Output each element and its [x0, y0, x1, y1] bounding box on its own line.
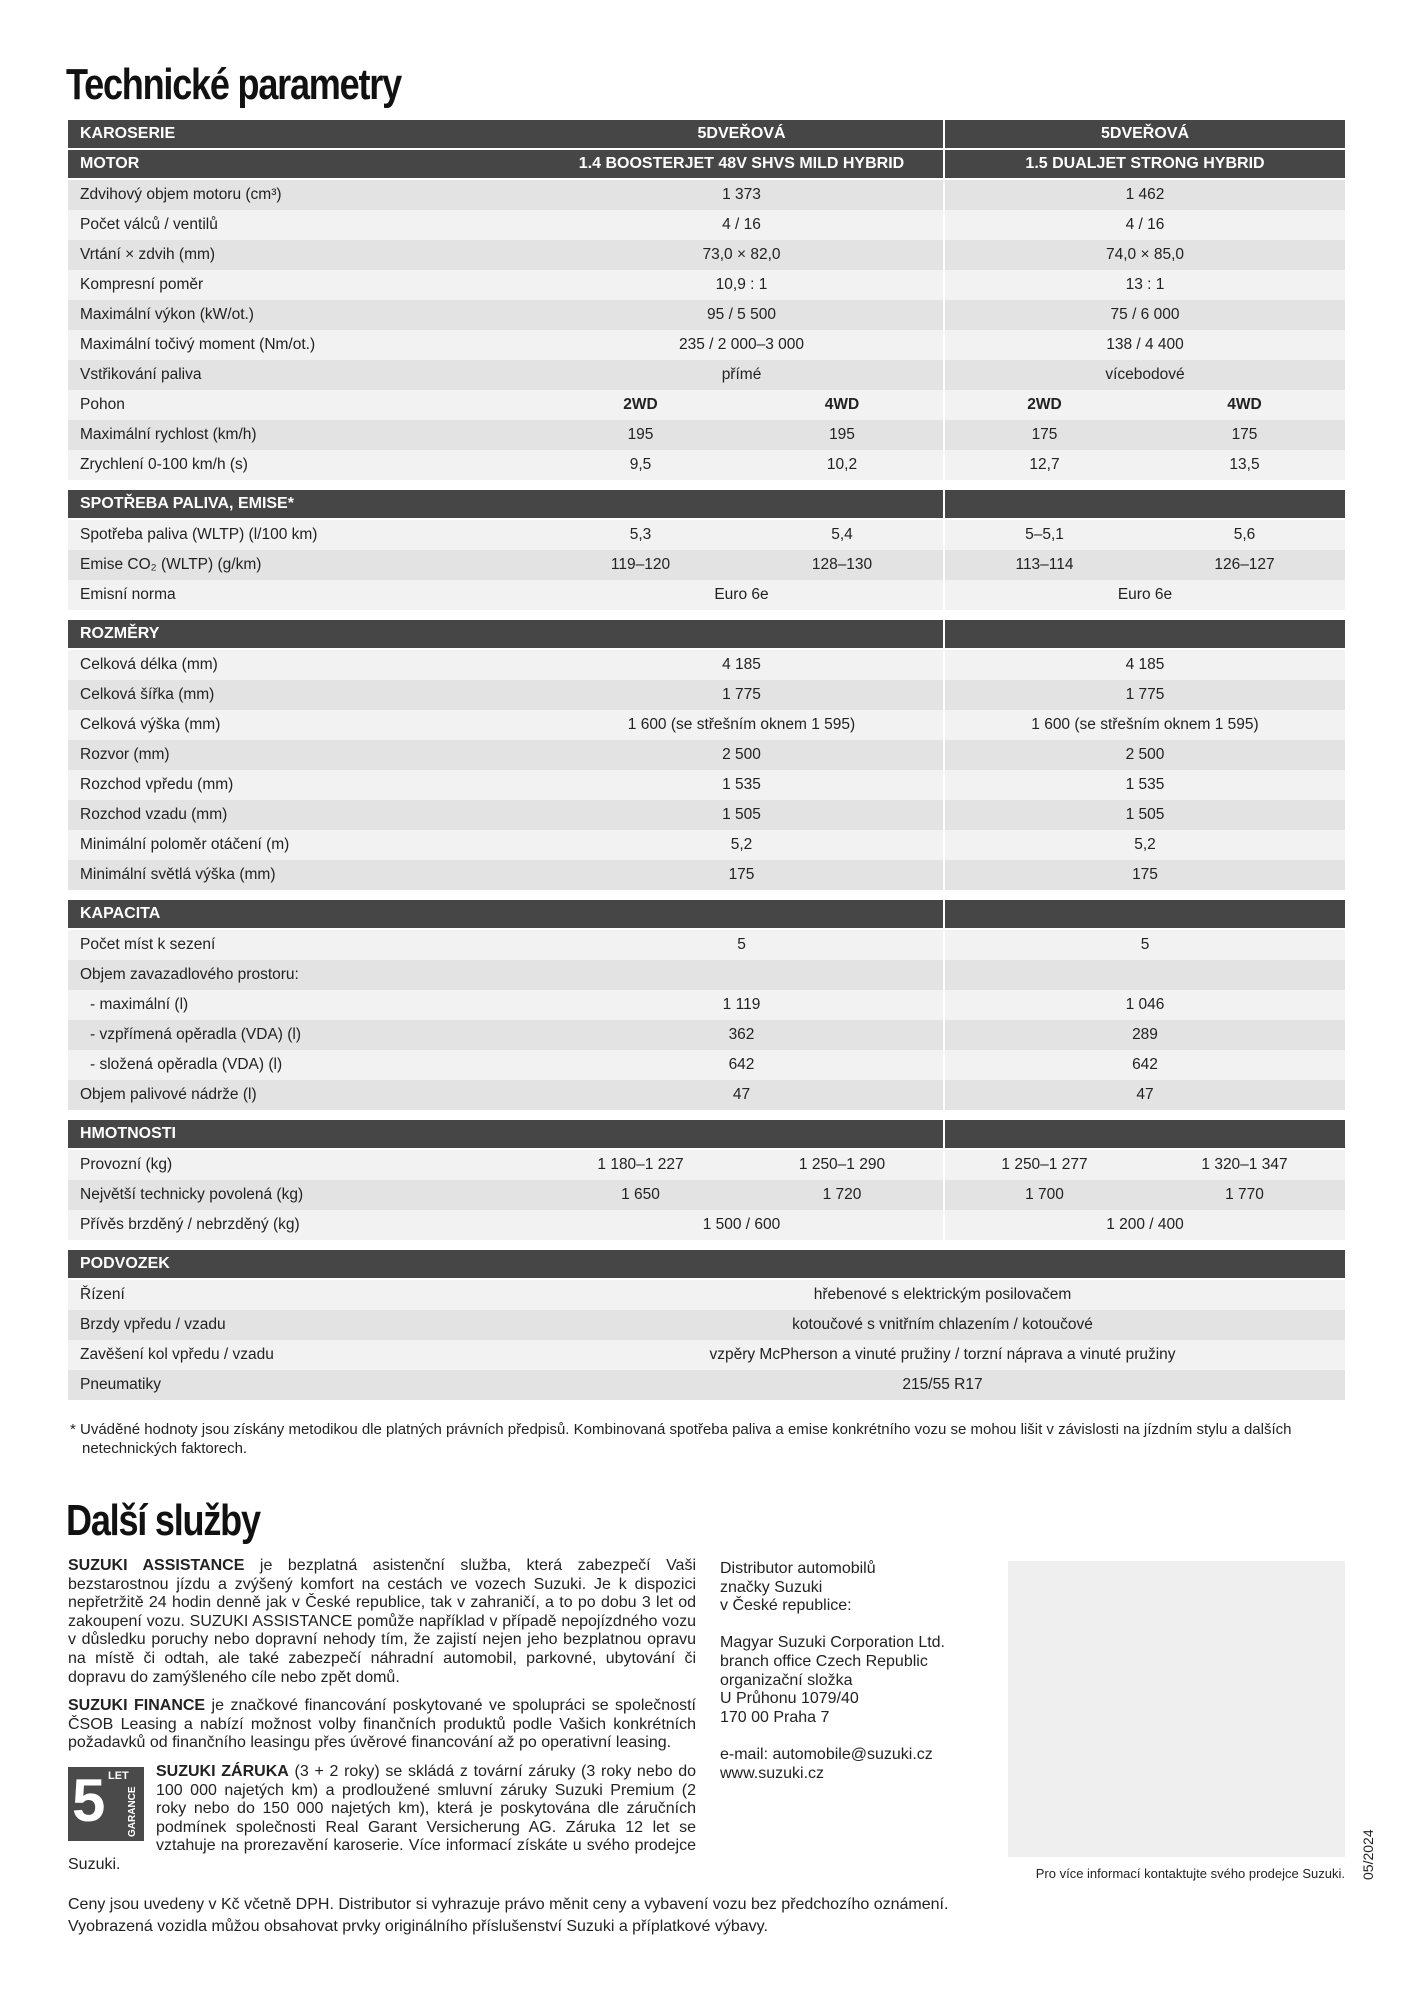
- row-label: Provozní (kg): [80, 1156, 173, 1173]
- table-row: [68, 240, 1345, 270]
- cell-value: 195: [627, 426, 654, 443]
- cell-value: [943, 960, 1345, 990]
- table-row: [68, 930, 1345, 960]
- row-label: Rozchod vpředu (mm): [80, 776, 234, 793]
- row-label: ROZMĚRY: [80, 625, 160, 642]
- finance-heading: SUZUKI FINANCE: [68, 1697, 206, 1715]
- page-title: Technické parametry: [66, 60, 401, 109]
- dealer-stamp-area: [1008, 1561, 1345, 1857]
- cell-value: [540, 960, 943, 990]
- table-row: [68, 1340, 1345, 1370]
- row-label: - maximální (l): [90, 996, 189, 1013]
- cell-value: 5,3: [629, 526, 652, 543]
- distributor-line: [720, 1616, 960, 1635]
- row-label: Brzdy vpředu / vzadu: [80, 1316, 226, 1333]
- services-title: Další služby: [66, 1496, 260, 1545]
- table-row: [68, 1180, 1345, 1210]
- section-header: [68, 1250, 1345, 1280]
- section-chassis: [68, 1250, 1345, 1400]
- section-capacity: [68, 900, 1345, 1110]
- cell-value: 4 / 16: [943, 210, 1345, 240]
- cell-value: 5,2: [730, 836, 753, 853]
- cell-value: [540, 1250, 1345, 1278]
- cell-value: 1 600 (se střešním oknem 1 595): [943, 710, 1345, 740]
- row-label: Největší technicky povolená (kg): [80, 1186, 304, 1203]
- cell-value: 1 600 (se střešním oknem 1 595): [627, 716, 856, 733]
- cell-value: 4WD: [1227, 396, 1262, 413]
- assistance-heading: SUZUKI ASSISTANCE: [68, 1557, 245, 1574]
- cell-value: 2 500: [943, 740, 1345, 770]
- cell-value: 113–114: [943, 550, 1144, 580]
- cell-value: 1 119: [722, 996, 761, 1013]
- cell-value: Euro 6e: [943, 580, 1345, 610]
- cell-value: 1 200 / 400: [943, 1210, 1345, 1240]
- table-row: [68, 860, 1345, 890]
- cell-value: 95 / 5 500: [707, 306, 776, 323]
- table-row: [68, 450, 1345, 480]
- table-row: [68, 710, 1345, 740]
- row-label: Celková výška (mm): [80, 716, 221, 733]
- row-label: Zavěšení kol vpředu / vzadu: [80, 1346, 274, 1363]
- cell-value: [943, 1120, 1345, 1148]
- section-consumption: [68, 490, 1345, 610]
- section-header: [68, 900, 1345, 930]
- distributor-line: značky Suzuki: [720, 1578, 823, 1596]
- section-weights: [68, 1120, 1345, 1240]
- row-label: Minimální světlá výška (mm): [80, 866, 276, 883]
- cell-value: 4WD: [824, 396, 860, 413]
- row-label: Rozchod vzadu (mm): [80, 806, 228, 823]
- table-row: [68, 520, 1345, 550]
- section-header: [68, 150, 1345, 180]
- row-label: Maximální točivý moment (Nm/ot.): [80, 336, 316, 353]
- cell-value: 5DVEŘOVÁ: [697, 125, 786, 142]
- table-row: [68, 360, 1345, 390]
- row-label: Pohon: [80, 396, 125, 413]
- table-row: [68, 1080, 1345, 1110]
- row-label: Minimální poloměr otáčení (m): [80, 836, 290, 853]
- cell-value: 138 / 4 400: [943, 330, 1345, 360]
- cell-value: 175: [943, 860, 1345, 890]
- cell-value: 1 180–1 227: [597, 1156, 684, 1173]
- cell-value: 10,2: [826, 456, 858, 473]
- row-label: Maximální rychlost (km/h): [80, 426, 257, 443]
- cell-value: 12,7: [943, 450, 1144, 480]
- row-label: Řízení: [80, 1286, 125, 1303]
- cell-value: hřebenové s elektrickým posilovačem: [813, 1286, 1072, 1303]
- row-label: Celková délka (mm): [80, 656, 218, 673]
- row-label: Zdvihový objem motoru (cm³): [80, 186, 282, 203]
- cell-value: [943, 620, 1345, 648]
- disclaimer-line: Vyobrazená vozidla můžou obsahovat prvky originálního příslušenství Suzuki a příplatkové výbavy.: [68, 1918, 768, 1935]
- cell-value: 1 505: [943, 800, 1345, 830]
- cell-value: kotoučové s vnitřním chlazením / kotoučové: [792, 1316, 1093, 1333]
- row-label: Vstřikování paliva: [80, 366, 202, 383]
- row-label: Spotřeba paliva (WLTP) (l/100 km): [80, 526, 318, 543]
- table-row: [68, 390, 1345, 420]
- disclaimer: [68, 1894, 948, 1938]
- table-row: [68, 330, 1345, 360]
- cell-value: 128–130: [811, 556, 873, 573]
- services-text: [68, 1557, 696, 1885]
- cell-value: 5: [737, 936, 746, 953]
- table-row: [68, 300, 1345, 330]
- cell-value: 5–5,1: [943, 520, 1144, 550]
- distributor-line: 170 00 Praha 7: [720, 1708, 830, 1726]
- cell-value: 9,5: [629, 456, 652, 473]
- cell-value: 5DVEŘOVÁ: [943, 120, 1345, 148]
- distributor-line: U Průhonu 1079/40: [720, 1690, 859, 1708]
- cell-value: 1 535: [943, 770, 1345, 800]
- cell-value: 1 650: [621, 1186, 660, 1203]
- cell-value: 175: [728, 866, 755, 883]
- cell-value: [540, 620, 943, 648]
- cell-value: [943, 490, 1345, 518]
- cell-value: 1 373: [722, 186, 761, 203]
- row-label: PODVOZEK: [80, 1255, 170, 1272]
- cell-value: 362: [728, 1026, 755, 1043]
- cell-value: 175: [1231, 426, 1258, 443]
- table-row: [68, 420, 1345, 450]
- row-label: Přívěs brzděný / nebrzděný (kg): [80, 1216, 300, 1233]
- warranty-heading: SUZUKI ZÁRUKA: [156, 1762, 289, 1780]
- finance-paragraph: [68, 1697, 696, 1753]
- table-row: [68, 580, 1345, 610]
- table-row: [68, 1150, 1345, 1180]
- cell-value: 2 500: [722, 746, 761, 763]
- table-row: [68, 830, 1345, 860]
- row-label: Emisní norma: [80, 586, 176, 603]
- cell-value: 1 462: [943, 180, 1345, 210]
- table-row: [68, 1020, 1345, 1050]
- row-label: Rozvor (mm): [80, 746, 170, 763]
- section-dimensions: [68, 620, 1345, 890]
- cell-value: 47: [732, 1086, 751, 1103]
- table-row: [68, 1370, 1345, 1400]
- cell-value: 10,9 : 1: [715, 276, 768, 293]
- cell-value: 235 / 2 000–3 000: [679, 336, 804, 353]
- cell-value: 1 775: [943, 680, 1345, 710]
- row-label: KAPACITA: [80, 905, 161, 922]
- distributor-line: www.suzuki.cz: [720, 1764, 825, 1782]
- cell-value: 74,0 × 85,0: [943, 240, 1345, 270]
- cell-value: 126–127: [1214, 556, 1275, 573]
- cell-value: 5: [943, 930, 1345, 960]
- cell-value: 642: [943, 1050, 1345, 1080]
- row-label: HMOTNOSTI: [80, 1125, 176, 1142]
- cell-value: 195: [829, 426, 855, 443]
- cell-value: 4 185: [722, 656, 761, 673]
- row-label: Počet válců / ventilů: [80, 216, 218, 233]
- row-label: Zrychlení 0-100 km/h (s): [80, 456, 248, 473]
- distributor-line: branch office Czech Republic: [720, 1652, 928, 1670]
- warranty-paragraph: [68, 1763, 696, 1875]
- cell-value: 4 185: [943, 650, 1345, 680]
- cell-value: vzpěry McPherson a vinuté pružiny / torzní náprava a vinuté pružiny: [709, 1346, 1176, 1363]
- badge-garance: GARANCE: [127, 1786, 138, 1837]
- cell-value: 13 : 1: [943, 270, 1345, 300]
- row-label: SPOTŘEBA PALIVA, EMISE*: [80, 495, 294, 512]
- cell-value: 1 046: [943, 990, 1345, 1020]
- footnote: * Uváděné hodnoty jsou získány metodikou dle platných právních předpisů. Kombinovaná spotřeba paliva a emise konkrétního vozu se mohou lišit v závislosti na jízdním stylu a dalších netechnických faktorech.: [70, 1421, 1292, 1457]
- table-row: [68, 800, 1345, 830]
- distributor-line: Magyar Suzuki Corporation Ltd.: [720, 1634, 945, 1652]
- cell-value: [540, 1120, 943, 1148]
- disclaimer-line: Ceny jsou uvedeny v Kč včetně DPH. Distributor si vyhrazuje právo měnit ceny a vybavení vozu bez předchozího oznámení.: [68, 1896, 949, 1913]
- table-row: [68, 550, 1345, 580]
- cell-value: 1 700: [943, 1180, 1144, 1210]
- badge-let: LET: [108, 1769, 129, 1782]
- table-row: [68, 960, 1345, 990]
- row-label: Pneumatiky: [80, 1376, 161, 1393]
- table-row: [68, 210, 1345, 240]
- dealer-caption: Pro více informací kontaktujte svého prodejce Suzuki.: [1035, 1866, 1345, 1881]
- cell-value: 75 / 6 000: [943, 300, 1345, 330]
- cell-value: 1 775: [722, 686, 761, 703]
- row-label: Vrtání × zdvih (mm): [80, 246, 216, 263]
- cell-value: 1 720: [822, 1186, 862, 1203]
- cell-value: 2WD: [943, 390, 1144, 420]
- cell-value: 1 770: [1225, 1186, 1264, 1203]
- cell-value: 5,2: [943, 830, 1345, 860]
- finance-text: je značkové financování poskytované ve spolupráci se společností ČSOB Leasing a nabízí možnost volby finančních produktů podle Vašich konkrétních požadavků od finančního leasingu přes úvěrové financování až po operativní leasing.: [68, 1697, 696, 1752]
- cell-value: 1 505: [722, 806, 761, 823]
- table-row: [68, 1280, 1345, 1310]
- distributor-line: v České republice:: [720, 1597, 852, 1615]
- cell-value: 1 500 / 600: [702, 1216, 781, 1233]
- assistance-paragraph: [68, 1557, 696, 1687]
- cell-value: 1 250–1 290: [798, 1156, 886, 1173]
- cell-value: 215/55 R17: [902, 1376, 983, 1393]
- cell-value: 1 320–1 347: [1201, 1156, 1288, 1173]
- cell-value: 175: [943, 420, 1144, 450]
- section-header: [68, 490, 1345, 520]
- section-header: [68, 120, 1345, 150]
- section-motor: [68, 120, 1345, 480]
- spec-table: [68, 120, 1345, 1410]
- table-row: [68, 1050, 1345, 1080]
- table-row: [68, 1210, 1345, 1240]
- distributor-line: e-mail: automobile@suzuki.cz: [720, 1745, 933, 1763]
- distributor-line: Distributor automobilů: [720, 1560, 876, 1577]
- cell-value: 119–120: [610, 556, 671, 573]
- assistance-text: je bezplatná asistenční služba, která zabezpečí Vaši bezstarostnou jízdu a zvýšený komfort na cestách ve vozech Suzuki. Je k dispozici nepřetržitě 24 hodin denně jak v České republice, tak v zahraničí, a to po dobu 3 let od zakoupení vozu. SUZUKI ASSISTANCE pomůže například v případě nepojízdného vozu v důsledku poruchy nebo dopravní nehody tím, že zajistí nejen jeho bezplatnou opravu na místě či odtah, ale také zabezpečí náhradní automobil, parkovné, ubytování či dopravu do zamýšleného cíle nebo zpět domů.: [68, 1557, 697, 1686]
- row-label: KAROSERIE: [80, 125, 176, 142]
- row-label: Objem zavazadlového prostoru:: [80, 966, 299, 983]
- row-label: Kompresní poměr: [80, 276, 204, 293]
- row-label: Maximální výkon (kW/ot.): [80, 306, 254, 323]
- table-row: [68, 680, 1345, 710]
- section-header: [68, 1120, 1345, 1150]
- cell-value: 4 / 16: [722, 216, 761, 233]
- row-label: Emise CO₂ (WLTP) (g/km): [80, 556, 262, 573]
- row-label: - vzpřímená opěradla (VDA) (l): [90, 1026, 302, 1043]
- cell-value: Euro 6e: [714, 586, 769, 603]
- badge-number: 5: [72, 1766, 106, 1834]
- cell-value: 1 250–1 277: [943, 1150, 1144, 1180]
- table-row: [68, 650, 1345, 680]
- cell-value: vícebodové: [943, 360, 1345, 390]
- cell-value: 642: [728, 1056, 755, 1073]
- cell-value: 5,6: [1233, 526, 1256, 543]
- warranty-badge-icon: [68, 1767, 144, 1841]
- cell-value: [540, 490, 943, 518]
- cell-value: 47: [943, 1080, 1345, 1110]
- table-row: [68, 1310, 1345, 1340]
- cell-value: 5,4: [831, 526, 853, 543]
- cell-value: 289: [943, 1020, 1345, 1050]
- cell-value: 1 535: [722, 776, 761, 793]
- cell-value: [540, 900, 943, 928]
- cell-value: 13,5: [1229, 456, 1260, 473]
- distributor-info: [720, 1560, 960, 1783]
- cell-value: 73,0 × 82,0: [702, 246, 781, 263]
- edition-date: 05/2024: [1360, 1829, 1376, 1880]
- cell-value: 1.5 DUALJET STRONG HYBRID: [943, 150, 1345, 178]
- cell-value: [943, 900, 1345, 928]
- section-header: [68, 620, 1345, 650]
- table-row: [68, 770, 1345, 800]
- distributor-line: [720, 1727, 960, 1746]
- warranty-text: (3 + 2 roky) se skládá z tovární záruky (3 roky nebo do 100 000 najetých km) a prodloužené smluvní záruky Suzuki Premium (2 roky nebo do 150 000 najetých km), která je poskytována dle záručních podmínek společnosti Real Garant Versicherung AG. Záruka 12 let se vztahuje na prorezavění karoserie. Více informací získáte u svého prodejce Suzuki.: [68, 1762, 697, 1873]
- cell-value: 1.4 BOOSTERJET 48V SHVS MILD HYBRID: [578, 155, 905, 172]
- table-row: [68, 180, 1345, 210]
- row-label: Celková šířka (mm): [80, 686, 215, 703]
- table-row: [68, 990, 1345, 1020]
- row-label: Objem palivové nádrže (l): [80, 1086, 257, 1103]
- row-label: MOTOR: [80, 155, 140, 172]
- row-label: - složená opěradla (VDA) (l): [90, 1056, 283, 1073]
- table-row: [68, 740, 1345, 770]
- row-label: Počet míst k sezení: [80, 936, 216, 953]
- table-row: [68, 270, 1345, 300]
- distributor-line: organizační složka: [720, 1671, 853, 1689]
- cell-value: přímé: [721, 366, 762, 383]
- cell-value: 2WD: [623, 396, 658, 413]
